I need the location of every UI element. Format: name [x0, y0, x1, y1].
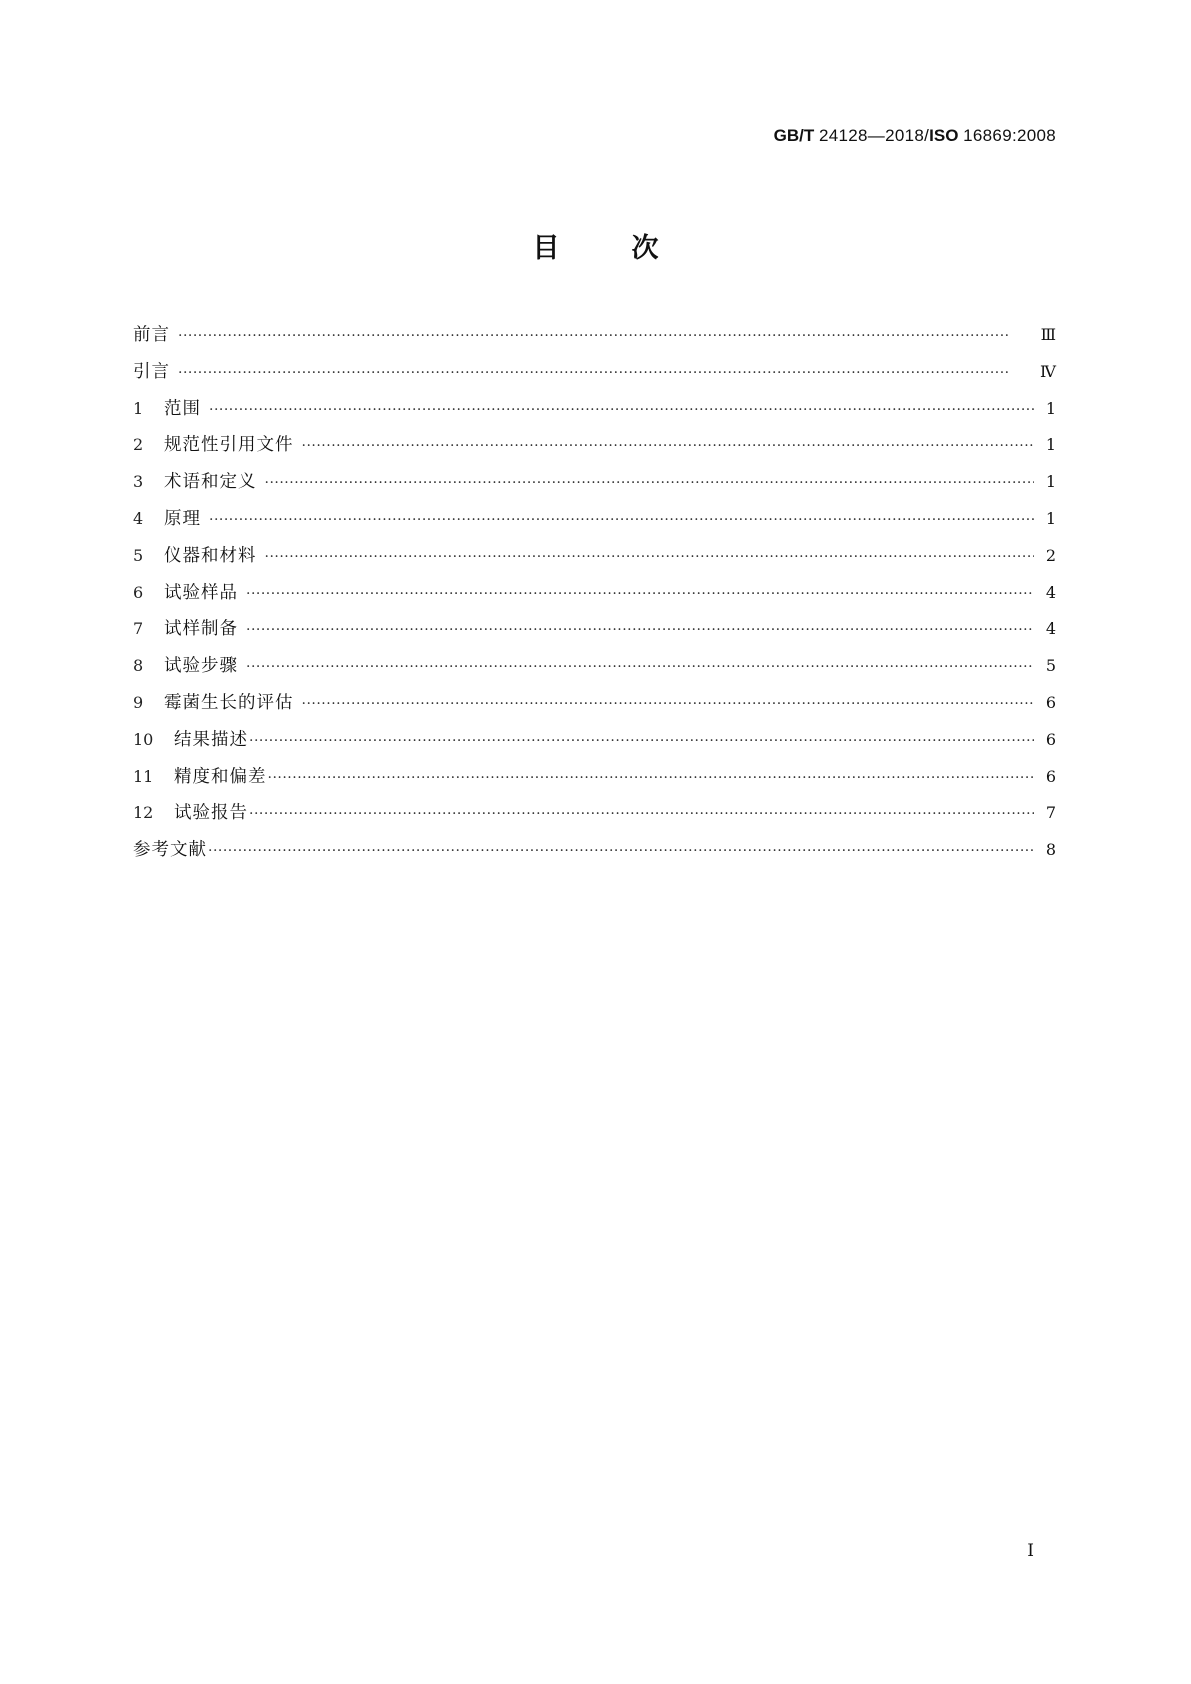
- toc-entry-label: 规范性引用文件: [164, 435, 294, 456]
- toc-entry-page: Ⅳ: [1040, 361, 1056, 381]
- toc-entry-10[interactable]: [133, 726, 1056, 763]
- toc-entry-11[interactable]: [133, 763, 1056, 800]
- toc-entry-number: 5: [133, 545, 144, 565]
- toc-entry-label: 试验步骤: [164, 656, 238, 677]
- iso-code: ISO: [929, 126, 959, 145]
- toc-entry-page: 6: [1045, 729, 1056, 749]
- toc-entry-label: 前言: [133, 325, 170, 345]
- title-char-2: 次: [631, 233, 659, 264]
- toc-entry-6[interactable]: [133, 579, 1056, 616]
- toc-entry-page: 1: [1045, 508, 1056, 528]
- toc-entry-page: 6: [1045, 692, 1056, 712]
- toc-entry-label: 试验样品: [164, 582, 238, 603]
- toc-entry-page: 1: [1045, 472, 1056, 492]
- toc-entry-number: 1: [133, 398, 144, 418]
- toc-entry-label: 仪器和材料: [164, 545, 257, 566]
- toc-dot-leader: [265, 475, 1035, 491]
- toc-dot-leader: [246, 622, 1034, 638]
- toc-entry-3[interactable]: [133, 468, 1056, 505]
- toc-entry-page: 1: [1045, 398, 1056, 418]
- toc-entry-number: 10: [133, 729, 154, 749]
- toc-entry-9[interactable]: [133, 689, 1056, 726]
- toc-entry-page: 2: [1045, 545, 1056, 565]
- toc-entry-label: 范围: [164, 398, 201, 419]
- toc-dot-leader: [265, 549, 1035, 565]
- toc-entry-2[interactable]: [133, 431, 1056, 468]
- toc-entry-page: 6: [1045, 766, 1056, 786]
- toc-dot-leader: [249, 733, 1034, 749]
- toc-entry-7[interactable]: [133, 615, 1056, 652]
- toc-entry-page: 8: [1045, 840, 1056, 860]
- toc-dot-leader: [209, 402, 1034, 418]
- toc-entry-page: 7: [1045, 803, 1056, 823]
- standard-number-value: 24128—2018/: [819, 126, 930, 145]
- toc-entry-label: 术语和定义: [164, 472, 257, 493]
- toc-entry-4[interactable]: [133, 505, 1056, 542]
- toc-entry-number: 4: [133, 508, 144, 528]
- toc-dot-leader: [208, 843, 1034, 859]
- page-title: [0, 226, 1191, 265]
- toc-entry-page: 5: [1045, 656, 1056, 676]
- toc-entry-label: 参考文献: [133, 840, 207, 861]
- toc-entry-page: Ⅲ: [1040, 325, 1056, 344]
- toc-entry-page: 4: [1045, 582, 1056, 602]
- toc-dot-leader: [209, 512, 1034, 528]
- toc-entry-number: 3: [133, 472, 144, 492]
- toc-entry-page: 4: [1045, 619, 1056, 639]
- toc-dot-leader: [178, 328, 1033, 344]
- toc-entry-number: 6: [133, 582, 144, 602]
- toc-entry-foreword[interactable]: [133, 321, 1056, 358]
- toc-entry-label: 结果描述: [174, 729, 248, 750]
- toc-entry-label: 精度和偏差: [174, 766, 267, 787]
- table-of-contents: [133, 321, 1056, 873]
- toc-dot-leader: [302, 696, 1035, 712]
- toc-entry-label: 试样制备: [164, 619, 238, 640]
- toc-dot-leader: [246, 586, 1034, 602]
- toc-dot-leader: [178, 365, 1032, 381]
- toc-entry-number: 7: [133, 619, 144, 639]
- toc-entry-12[interactable]: [133, 799, 1056, 836]
- toc-dot-leader: [302, 438, 1035, 454]
- toc-entry-number: 2: [133, 435, 144, 455]
- toc-dot-leader: [246, 659, 1034, 675]
- toc-dot-leader: [268, 770, 1035, 786]
- toc-entry-5[interactable]: [133, 542, 1056, 579]
- toc-dot-leader: [249, 806, 1034, 822]
- toc-entry-label: 霉菌生长的评估: [164, 692, 294, 713]
- toc-entry-page: 1: [1045, 435, 1056, 455]
- page-number: I: [1027, 1541, 1034, 1561]
- toc-entry-introduction[interactable]: [133, 358, 1056, 395]
- toc-entry-number: 8: [133, 656, 144, 676]
- standard-code: GB/T: [773, 126, 815, 145]
- toc-entry-label: 试验报告: [174, 803, 248, 824]
- toc-entry-number: 9: [133, 692, 144, 712]
- toc-entry-label: 原理: [164, 508, 201, 529]
- standard-number: [774, 126, 1056, 146]
- toc-entry-number: 12: [133, 803, 154, 823]
- toc-entry-8[interactable]: [133, 652, 1056, 689]
- toc-entry-bibliography[interactable]: [133, 836, 1056, 873]
- iso-number-value: 16869:2008: [963, 126, 1056, 145]
- title-char-1: 目: [532, 233, 560, 264]
- toc-entry-label: 引言: [133, 361, 170, 382]
- toc-entry-1[interactable]: [133, 395, 1056, 432]
- toc-entry-number: 11: [133, 766, 154, 786]
